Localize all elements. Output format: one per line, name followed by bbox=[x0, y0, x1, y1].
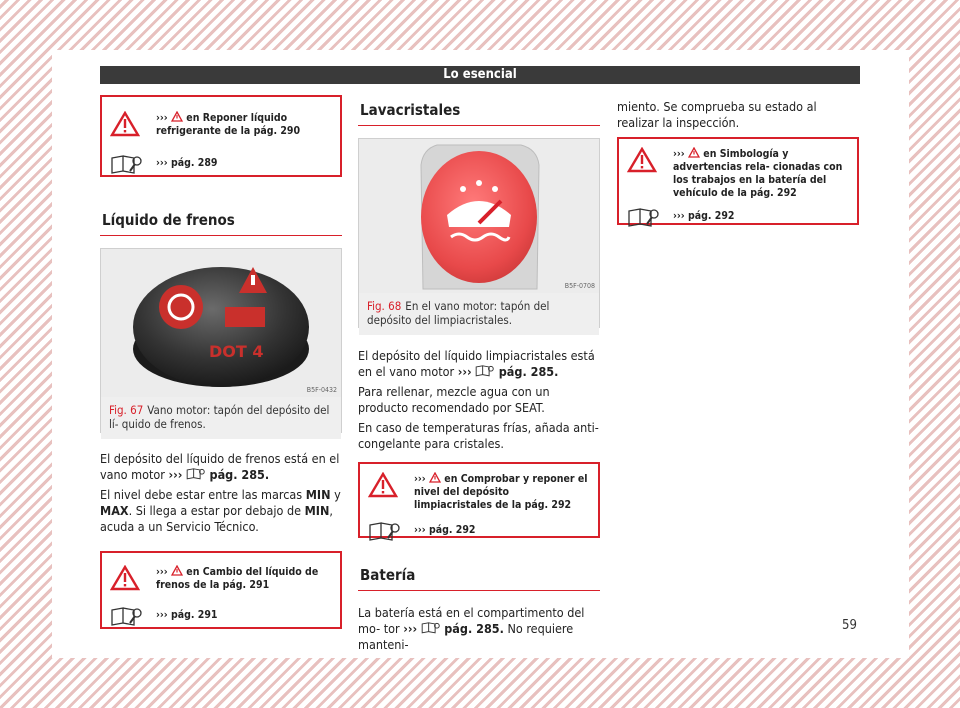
warning-box-battery bbox=[617, 137, 859, 225]
book-wrench-icon bbox=[110, 605, 156, 631]
warning-sign-icon bbox=[627, 147, 673, 177]
paragraph-washer-cold: En caso de temperaturas frías, añada anti- congelante para cristales. bbox=[358, 420, 599, 451]
page-reference[interactable]: pág. 292 bbox=[428, 524, 476, 536]
figure-68 bbox=[358, 138, 600, 328]
page-reference[interactable]: pág. 285. bbox=[209, 467, 270, 482]
figure-caption: Fig. 68 En el vano motor: tapón del depósito del limpiacristales. bbox=[359, 293, 599, 335]
chevron-link-icon[interactable]: ››› bbox=[673, 148, 685, 160]
small-warning-icon bbox=[171, 111, 183, 122]
column-1 bbox=[100, 95, 342, 629]
column-3 bbox=[617, 95, 859, 225]
dot4-image-label: DOT 4 bbox=[209, 342, 264, 361]
chevron-link-icon[interactable]: ››› bbox=[156, 609, 168, 621]
page-reference[interactable]: pág. 289 bbox=[170, 157, 218, 169]
book-wrench-icon bbox=[368, 520, 414, 546]
warning-sign-icon bbox=[110, 111, 156, 141]
column-2 bbox=[358, 95, 600, 657]
small-warning-icon bbox=[429, 472, 441, 483]
book-wrench-icon bbox=[475, 364, 495, 377]
page-number: 59 bbox=[842, 618, 857, 633]
warning-reference-text[interactable]: en Reponer líquido refrigerante de la pág. 290 bbox=[156, 112, 301, 137]
figure-code: B5F-0432 bbox=[306, 386, 337, 394]
paragraph-battery-cont: miento. Se comprueba su estado al realizar la inspección. bbox=[617, 99, 817, 130]
page-reference[interactable]: pág. 291 bbox=[170, 609, 218, 621]
warning-reference-text[interactable]: en Comprobar y reponer el nivel del depósito limpiacristales de la pág. 292 bbox=[414, 473, 588, 511]
section-title-battery: Batería bbox=[358, 566, 600, 591]
chevron-link-icon[interactable]: ››› bbox=[156, 112, 168, 124]
paragraph-battery: La batería está en el compartimento del mo- tor ››› pág. 285. No requiere manteni- bbox=[358, 605, 585, 652]
paragraph-brake-location: El depósito del líquido de frenos está en el vano motor ››› pág. 285. bbox=[100, 451, 340, 482]
figure-code: B5F-0708 bbox=[564, 282, 595, 290]
small-warning-icon bbox=[171, 565, 183, 576]
warning-reference-text[interactable]: en Simbología y advertencias rela- cionadas con los trabajos en la batería del vehículo de la pág. 292 bbox=[673, 148, 843, 199]
chevron-link-icon[interactable]: ››› bbox=[156, 566, 168, 578]
chevron-link-icon[interactable]: ››› bbox=[414, 473, 426, 485]
figure-67 bbox=[100, 248, 342, 433]
page-reference[interactable]: pág. 285. bbox=[498, 364, 559, 379]
warning-box-coolant bbox=[100, 95, 342, 177]
section-title-washer: Lavacristales bbox=[358, 101, 600, 126]
paragraph-washer-refill: Para rellenar, mezcle agua con un producto recomendado por SEAT. bbox=[358, 384, 550, 415]
washer-cap-image bbox=[359, 139, 599, 293]
warning-box-brake-change bbox=[100, 551, 342, 629]
brake-fluid-cap-image bbox=[101, 249, 341, 397]
chevron-link-icon[interactable]: ››› bbox=[414, 524, 426, 536]
page-reference[interactable]: pág. 292 bbox=[687, 210, 735, 222]
small-warning-icon bbox=[688, 147, 700, 158]
book-wrench-icon bbox=[627, 206, 673, 232]
page-reference[interactable]: pág. 285. bbox=[444, 621, 504, 636]
warning-sign-icon bbox=[368, 472, 414, 502]
paragraph-brake-level: El nivel debe estar entre las marcas MIN y MAX. Si llega a estar por debajo de MIN, acuda a un Servicio Técnico. bbox=[100, 487, 341, 534]
paragraph-washer-location: El depósito del líquido limpiacristales está en el vano motor ››› pág. 285. bbox=[358, 348, 595, 379]
chevron-link-icon[interactable]: ››› bbox=[673, 210, 685, 222]
warning-sign-icon bbox=[110, 565, 156, 595]
book-wrench-icon bbox=[110, 153, 156, 179]
book-wrench-icon bbox=[186, 467, 206, 480]
figure-caption: Fig. 67 Vano motor: tapón del depósito del lí- quido de frenos. bbox=[101, 397, 341, 439]
section-title-brake-fluid: Líquido de frenos bbox=[100, 211, 342, 236]
chevron-link-icon[interactable]: ››› bbox=[156, 157, 168, 169]
warning-box-washer bbox=[358, 462, 600, 538]
book-wrench-icon bbox=[421, 621, 441, 634]
page-header: Lo esencial bbox=[100, 66, 860, 84]
warning-reference-text[interactable]: en Cambio del líquido de frenos de la pág. 291 bbox=[156, 566, 319, 591]
